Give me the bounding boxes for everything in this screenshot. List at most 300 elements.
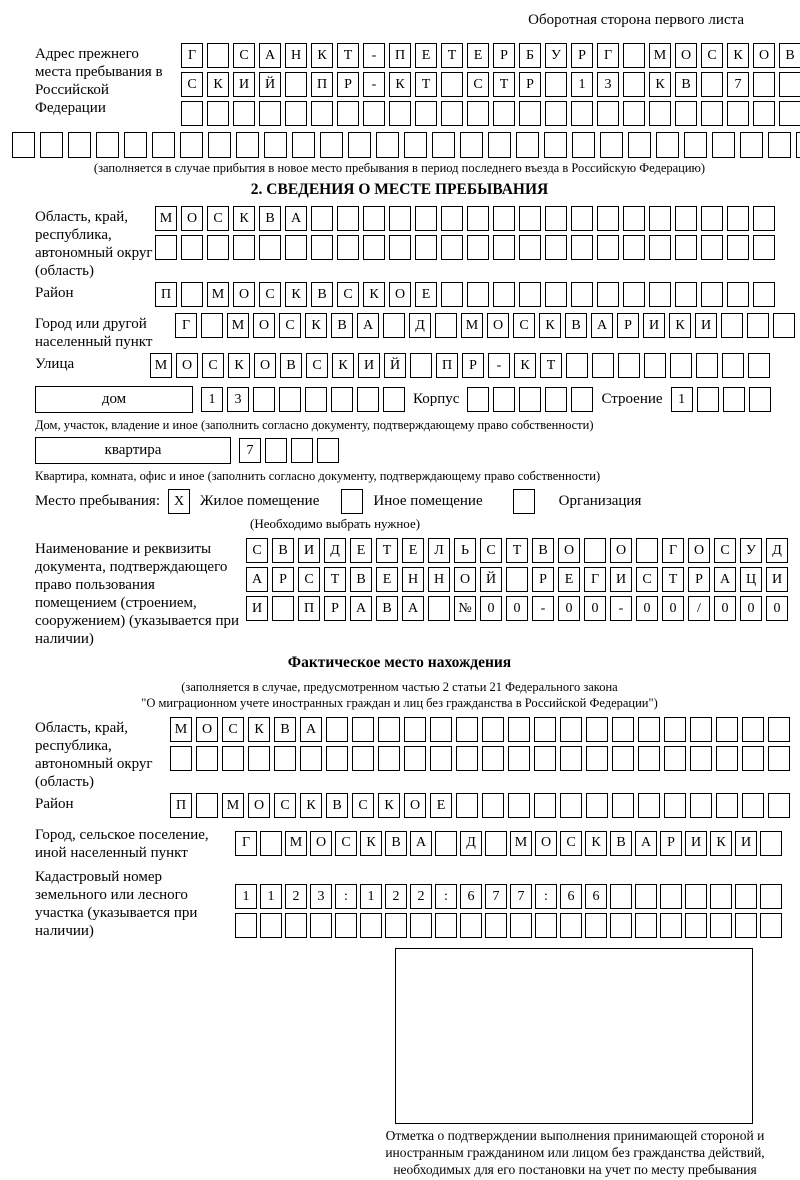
char-box[interactable] <box>779 101 800 126</box>
char-box[interactable] <box>124 132 147 158</box>
char-box[interactable]: О <box>196 717 218 742</box>
char-box[interactable] <box>572 132 595 158</box>
char-box[interactable] <box>196 746 218 771</box>
char-box[interactable] <box>259 235 281 260</box>
char-box[interactable] <box>467 206 489 231</box>
char-box[interactable] <box>664 717 686 742</box>
char-box[interactable]: М <box>155 206 177 231</box>
char-box[interactable]: Т <box>441 43 463 68</box>
char-box[interactable] <box>675 206 697 231</box>
char-box[interactable]: М <box>222 793 244 818</box>
char-box[interactable] <box>560 793 582 818</box>
char-box[interactable] <box>311 101 333 126</box>
char-box[interactable] <box>485 913 507 938</box>
char-box[interactable]: Й <box>259 72 281 97</box>
char-box[interactable] <box>597 101 619 126</box>
char-box[interactable]: 7 <box>239 438 261 463</box>
char-box[interactable] <box>441 235 463 260</box>
char-box[interactable] <box>383 313 405 338</box>
char-box[interactable] <box>623 101 645 126</box>
char-box[interactable]: О <box>454 567 476 592</box>
char-box[interactable]: Р <box>493 43 515 68</box>
char-box[interactable] <box>236 132 259 158</box>
char-box[interactable] <box>697 387 719 412</box>
char-box[interactable]: О <box>310 831 332 856</box>
char-box[interactable]: 0 <box>558 596 580 621</box>
char-box[interactable]: О <box>404 793 426 818</box>
char-box[interactable]: С <box>560 831 582 856</box>
char-box[interactable] <box>326 746 348 771</box>
char-box[interactable]: 3 <box>310 884 332 909</box>
char-box[interactable]: Й <box>384 353 406 378</box>
char-box[interactable] <box>279 387 301 412</box>
char-box[interactable]: К <box>233 206 255 231</box>
char-box[interactable]: К <box>311 43 333 68</box>
char-box[interactable]: В <box>532 538 554 563</box>
char-box[interactable]: В <box>376 596 398 621</box>
char-box[interactable] <box>207 235 229 260</box>
char-box[interactable]: С <box>246 538 268 563</box>
char-box[interactable]: С <box>467 72 489 97</box>
char-box[interactable]: О <box>389 282 411 307</box>
char-box[interactable]: 1 <box>201 387 223 412</box>
char-box[interactable] <box>597 235 619 260</box>
char-box[interactable] <box>152 132 175 158</box>
char-box[interactable]: - <box>363 72 385 97</box>
char-box[interactable] <box>636 538 658 563</box>
char-box[interactable] <box>68 132 91 158</box>
char-box[interactable] <box>635 884 657 909</box>
char-box[interactable]: А <box>300 717 322 742</box>
checkbox-inoe-pomeshchenie[interactable] <box>341 489 363 514</box>
char-box[interactable] <box>378 717 400 742</box>
char-box[interactable]: Т <box>415 72 437 97</box>
char-box[interactable] <box>592 353 614 378</box>
char-box[interactable] <box>660 884 682 909</box>
char-box[interactable] <box>311 235 333 260</box>
char-box[interactable]: 1 <box>671 387 693 412</box>
char-box[interactable] <box>482 746 504 771</box>
char-box[interactable]: М <box>510 831 532 856</box>
checkbox-organizatsiya[interactable] <box>513 489 535 514</box>
char-box[interactable]: 2 <box>285 884 307 909</box>
char-box[interactable]: 1 <box>360 884 382 909</box>
char-box[interactable]: О <box>248 793 270 818</box>
char-box[interactable]: С <box>298 567 320 592</box>
char-box[interactable] <box>623 72 645 97</box>
char-box[interactable]: Н <box>285 43 307 68</box>
char-box[interactable] <box>610 913 632 938</box>
char-box[interactable]: Г <box>181 43 203 68</box>
char-box[interactable]: 0 <box>636 596 658 621</box>
char-box[interactable] <box>485 831 507 856</box>
char-box[interactable]: К <box>248 717 270 742</box>
char-box[interactable]: В <box>274 717 296 742</box>
char-box[interactable]: Т <box>493 72 515 97</box>
char-box[interactable]: А <box>591 313 613 338</box>
char-box[interactable] <box>248 746 270 771</box>
char-box[interactable]: О <box>254 353 276 378</box>
char-box[interactable]: А <box>714 567 736 592</box>
char-box[interactable]: 0 <box>480 596 502 621</box>
char-box[interactable] <box>435 913 457 938</box>
char-box[interactable]: М <box>461 313 483 338</box>
char-box[interactable] <box>326 717 348 742</box>
char-box[interactable] <box>410 913 432 938</box>
char-box[interactable] <box>435 313 457 338</box>
char-box[interactable] <box>389 206 411 231</box>
char-box[interactable]: : <box>335 884 357 909</box>
char-box[interactable]: 3 <box>227 387 249 412</box>
char-box[interactable]: К <box>300 793 322 818</box>
char-box[interactable] <box>690 793 712 818</box>
char-box[interactable]: Т <box>337 43 359 68</box>
char-box[interactable] <box>467 235 489 260</box>
char-box[interactable] <box>519 282 541 307</box>
char-box[interactable] <box>656 132 679 158</box>
char-box[interactable] <box>456 717 478 742</box>
char-box[interactable]: : <box>535 884 557 909</box>
char-box[interactable] <box>404 132 427 158</box>
char-box[interactable]: - <box>610 596 632 621</box>
char-box[interactable]: 7 <box>510 884 532 909</box>
char-box[interactable]: 2 <box>385 884 407 909</box>
char-box[interactable] <box>748 353 770 378</box>
char-box[interactable]: И <box>233 72 255 97</box>
char-box[interactable] <box>441 72 463 97</box>
char-box[interactable]: В <box>326 793 348 818</box>
char-box[interactable]: М <box>649 43 671 68</box>
char-box[interactable]: Й <box>480 567 502 592</box>
char-box[interactable] <box>571 387 593 412</box>
char-box[interactable] <box>376 132 399 158</box>
char-box[interactable] <box>586 746 608 771</box>
char-box[interactable] <box>560 913 582 938</box>
char-box[interactable]: К <box>389 72 411 97</box>
char-box[interactable] <box>432 132 455 158</box>
char-box[interactable] <box>749 387 771 412</box>
char-box[interactable]: Р <box>617 313 639 338</box>
char-box[interactable]: Т <box>662 567 684 592</box>
char-box[interactable] <box>508 717 530 742</box>
char-box[interactable]: А <box>259 43 281 68</box>
char-box[interactable]: Д <box>460 831 482 856</box>
char-box[interactable]: 0 <box>714 596 736 621</box>
char-box[interactable] <box>467 101 489 126</box>
char-box[interactable] <box>670 353 692 378</box>
char-box[interactable]: Е <box>415 43 437 68</box>
char-box[interactable] <box>337 206 359 231</box>
char-box[interactable] <box>519 387 541 412</box>
char-box[interactable]: У <box>740 538 762 563</box>
char-box[interactable] <box>493 282 515 307</box>
char-box[interactable] <box>586 793 608 818</box>
char-box[interactable] <box>222 746 244 771</box>
char-box[interactable]: 6 <box>585 884 607 909</box>
char-box[interactable]: И <box>695 313 717 338</box>
char-box[interactable] <box>488 132 511 158</box>
char-box[interactable]: С <box>337 282 359 307</box>
char-box[interactable] <box>201 313 223 338</box>
char-box[interactable] <box>363 235 385 260</box>
char-box[interactable]: 6 <box>560 884 582 909</box>
char-box[interactable] <box>253 387 275 412</box>
char-box[interactable]: С <box>259 282 281 307</box>
char-box[interactable] <box>545 235 567 260</box>
char-box[interactable] <box>597 282 619 307</box>
char-box[interactable] <box>701 206 723 231</box>
char-box[interactable]: : <box>435 884 457 909</box>
char-box[interactable]: С <box>714 538 736 563</box>
char-box[interactable] <box>696 353 718 378</box>
char-box[interactable]: Г <box>235 831 257 856</box>
char-box[interactable]: К <box>305 313 327 338</box>
char-box[interactable] <box>742 746 764 771</box>
char-box[interactable]: С <box>202 353 224 378</box>
char-box[interactable] <box>404 746 426 771</box>
char-box[interactable] <box>441 206 463 231</box>
char-box[interactable]: К <box>285 282 307 307</box>
char-box[interactable]: М <box>170 717 192 742</box>
char-box[interactable] <box>545 282 567 307</box>
char-box[interactable]: 1 <box>571 72 593 97</box>
char-box[interactable] <box>493 387 515 412</box>
char-box[interactable]: 0 <box>766 596 788 621</box>
char-box[interactable] <box>623 282 645 307</box>
char-box[interactable] <box>545 206 567 231</box>
char-box[interactable] <box>701 282 723 307</box>
char-box[interactable]: 7 <box>727 72 749 97</box>
char-box[interactable]: К <box>649 72 671 97</box>
char-box[interactable] <box>493 101 515 126</box>
char-box[interactable]: М <box>227 313 249 338</box>
char-box[interactable] <box>712 132 735 158</box>
char-box[interactable] <box>623 43 645 68</box>
char-box[interactable]: К <box>207 72 229 97</box>
char-box[interactable] <box>292 132 315 158</box>
char-box[interactable] <box>207 101 229 126</box>
char-box[interactable]: О <box>753 43 775 68</box>
char-box[interactable] <box>310 913 332 938</box>
char-box[interactable] <box>735 913 757 938</box>
char-box[interactable] <box>96 132 119 158</box>
char-box[interactable] <box>534 717 556 742</box>
char-box[interactable] <box>519 206 541 231</box>
char-box[interactable] <box>560 717 582 742</box>
char-box[interactable] <box>285 913 307 938</box>
char-box[interactable]: И <box>298 538 320 563</box>
char-box[interactable]: П <box>298 596 320 621</box>
char-box[interactable] <box>317 438 339 463</box>
char-box[interactable]: Д <box>324 538 346 563</box>
char-box[interactable] <box>585 913 607 938</box>
char-box[interactable] <box>753 101 775 126</box>
char-box[interactable]: А <box>410 831 432 856</box>
char-box[interactable] <box>571 282 593 307</box>
char-box[interactable] <box>285 235 307 260</box>
char-box[interactable]: С <box>352 793 374 818</box>
char-box[interactable]: Е <box>430 793 452 818</box>
char-box[interactable]: П <box>389 43 411 68</box>
char-box[interactable] <box>456 793 478 818</box>
char-box[interactable] <box>649 282 671 307</box>
char-box[interactable] <box>320 132 343 158</box>
char-box[interactable]: К <box>539 313 561 338</box>
char-box[interactable]: Е <box>376 567 398 592</box>
char-box[interactable]: О <box>675 43 697 68</box>
char-box[interactable] <box>742 717 764 742</box>
char-box[interactable] <box>430 717 452 742</box>
char-box[interactable] <box>623 235 645 260</box>
char-box[interactable]: С <box>274 793 296 818</box>
char-box[interactable] <box>385 913 407 938</box>
char-box[interactable] <box>612 717 634 742</box>
char-box[interactable] <box>181 235 203 260</box>
char-box[interactable]: 0 <box>662 596 684 621</box>
char-box[interactable] <box>389 235 411 260</box>
char-box[interactable] <box>235 913 257 938</box>
char-box[interactable] <box>337 235 359 260</box>
char-box[interactable] <box>337 101 359 126</box>
char-box[interactable] <box>716 746 738 771</box>
char-box[interactable]: В <box>675 72 697 97</box>
char-box[interactable] <box>701 101 723 126</box>
char-box[interactable] <box>40 132 63 158</box>
char-box[interactable]: С <box>181 72 203 97</box>
char-box[interactable]: О <box>253 313 275 338</box>
char-box[interactable] <box>534 746 556 771</box>
char-box[interactable]: И <box>685 831 707 856</box>
char-box[interactable]: В <box>779 43 800 68</box>
char-box[interactable] <box>207 43 229 68</box>
char-box[interactable] <box>760 831 782 856</box>
char-box[interactable] <box>747 313 769 338</box>
char-box[interactable]: Ц <box>740 567 762 592</box>
char-box[interactable]: / <box>688 596 710 621</box>
char-box[interactable] <box>753 235 775 260</box>
char-box[interactable] <box>510 913 532 938</box>
char-box[interactable] <box>722 353 744 378</box>
char-box[interactable]: В <box>385 831 407 856</box>
char-box[interactable] <box>727 235 749 260</box>
char-box[interactable]: П <box>436 353 458 378</box>
char-box[interactable]: Е <box>402 538 424 563</box>
char-box[interactable]: 1 <box>260 884 282 909</box>
char-box[interactable] <box>264 132 287 158</box>
char-box[interactable] <box>753 282 775 307</box>
char-box[interactable] <box>430 746 452 771</box>
char-box[interactable] <box>584 538 606 563</box>
char-box[interactable]: Г <box>597 43 619 68</box>
char-box[interactable] <box>348 132 371 158</box>
char-box[interactable] <box>311 206 333 231</box>
char-box[interactable]: О <box>688 538 710 563</box>
char-box[interactable] <box>649 206 671 231</box>
char-box[interactable] <box>727 206 749 231</box>
char-box[interactable]: В <box>331 313 353 338</box>
char-box[interactable]: С <box>335 831 357 856</box>
char-box[interactable]: А <box>246 567 268 592</box>
char-box[interactable]: О <box>558 538 580 563</box>
char-box[interactable] <box>196 793 218 818</box>
char-box[interactable] <box>305 387 327 412</box>
char-box[interactable] <box>435 831 457 856</box>
char-box[interactable] <box>467 282 489 307</box>
char-box[interactable]: А <box>285 206 307 231</box>
char-box[interactable]: Т <box>506 538 528 563</box>
char-box[interactable]: С <box>222 717 244 742</box>
char-box[interactable] <box>378 746 400 771</box>
char-box[interactable]: 2 <box>410 884 432 909</box>
char-box[interactable] <box>628 132 651 158</box>
char-box[interactable]: К <box>332 353 354 378</box>
char-box[interactable] <box>544 132 567 158</box>
char-box[interactable]: Р <box>519 72 541 97</box>
char-box[interactable]: 0 <box>740 596 762 621</box>
char-box[interactable]: П <box>311 72 333 97</box>
char-box[interactable] <box>685 884 707 909</box>
char-box[interactable] <box>742 793 764 818</box>
char-box[interactable]: Д <box>409 313 431 338</box>
char-box[interactable] <box>701 72 723 97</box>
char-box[interactable] <box>735 884 757 909</box>
char-box[interactable]: Ь <box>454 538 476 563</box>
char-box[interactable] <box>272 596 294 621</box>
char-box[interactable] <box>685 913 707 938</box>
char-box[interactable]: С <box>636 567 658 592</box>
char-box[interactable] <box>638 746 660 771</box>
char-box[interactable]: О <box>233 282 255 307</box>
char-box[interactable] <box>482 793 504 818</box>
char-box[interactable] <box>571 101 593 126</box>
char-box[interactable] <box>545 101 567 126</box>
char-box[interactable]: А <box>350 596 372 621</box>
char-box[interactable] <box>415 101 437 126</box>
char-box[interactable]: М <box>150 353 172 378</box>
char-box[interactable]: Н <box>402 567 424 592</box>
char-box[interactable] <box>753 72 775 97</box>
char-box[interactable]: Р <box>688 567 710 592</box>
char-box[interactable]: И <box>610 567 632 592</box>
char-box[interactable]: - <box>532 596 554 621</box>
char-box[interactable] <box>600 132 623 158</box>
char-box[interactable]: Р <box>660 831 682 856</box>
char-box[interactable]: Р <box>462 353 484 378</box>
char-box[interactable] <box>675 101 697 126</box>
char-box[interactable]: И <box>643 313 665 338</box>
char-box[interactable] <box>155 235 177 260</box>
char-box[interactable]: К <box>585 831 607 856</box>
char-box[interactable]: П <box>155 282 177 307</box>
char-box[interactable] <box>180 132 203 158</box>
char-box[interactable]: 7 <box>485 884 507 909</box>
char-box[interactable] <box>727 101 749 126</box>
char-box[interactable] <box>456 746 478 771</box>
char-box[interactable]: О <box>610 538 632 563</box>
char-box[interactable]: Р <box>532 567 554 592</box>
char-box[interactable]: С <box>233 43 255 68</box>
char-box[interactable]: К <box>727 43 749 68</box>
char-box[interactable] <box>360 913 382 938</box>
char-box[interactable]: Т <box>324 567 346 592</box>
char-box[interactable] <box>649 235 671 260</box>
char-box[interactable]: Р <box>571 43 593 68</box>
char-box[interactable]: К <box>378 793 400 818</box>
char-box[interactable] <box>285 101 307 126</box>
char-box[interactable]: С <box>701 43 723 68</box>
char-box[interactable]: Р <box>337 72 359 97</box>
char-box[interactable]: Г <box>662 538 684 563</box>
